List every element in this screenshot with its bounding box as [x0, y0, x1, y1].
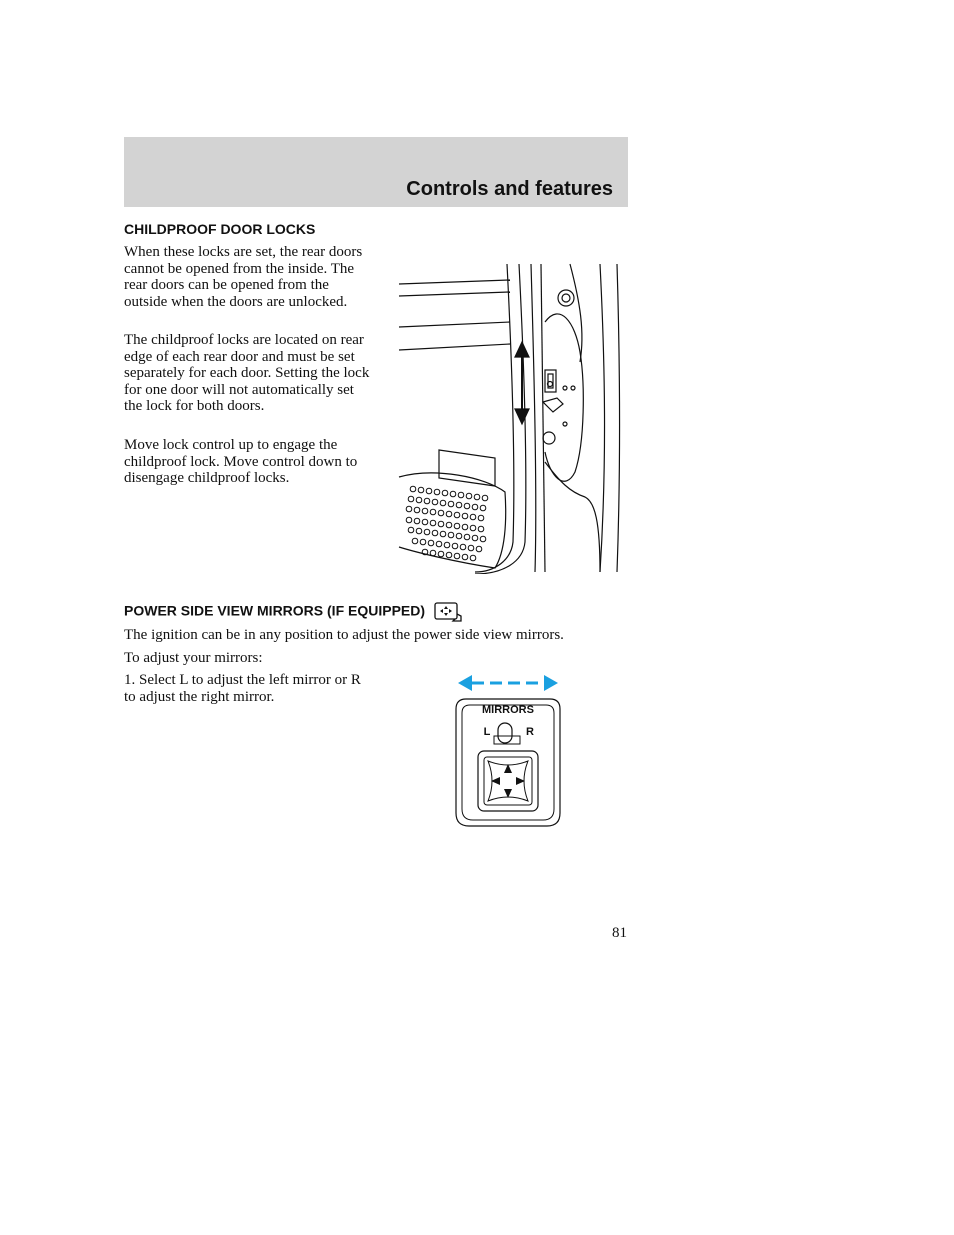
left-label: L	[483, 726, 491, 738]
mirrors-paragraph-1: The ignition can be in any position to adjust the power side view mirrors.	[124, 627, 564, 643]
mirror-control-icon	[433, 602, 463, 622]
header-band	[124, 137, 628, 207]
direction-arrows-icon	[491, 764, 525, 798]
childproof-paragraph-2: The childproof locks are located on rear edge of each rear door and must be set separately for each door. Setting the lock for one door will not automatically set the lock for both doors.	[124, 332, 370, 415]
mirror-selector-knob	[498, 723, 512, 743]
mirror-control-illustration	[452, 673, 564, 829]
door-lock-illustration	[395, 262, 635, 574]
power-mirrors-heading	[124, 602, 463, 622]
section-title: Controls and features	[406, 178, 613, 200]
left-right-arrow-icon	[458, 675, 558, 691]
mirrors-paragraph-2: To adjust your mirrors:	[124, 650, 263, 666]
childproof-locks-heading: CHILDPROOF DOOR LOCKS	[124, 221, 316, 237]
childproof-paragraph-1: When these locks are set, the rear doors cannot be opened from the inside. The rear doors can be opened from the outside when the doors are unlocked.	[124, 244, 363, 310]
mirrors-paragraph-3: 1. Select L to adjust the left mirror or R to adjust the right mirror.	[124, 672, 361, 705]
right-label: R	[526, 726, 534, 738]
page-number: 81	[612, 925, 627, 941]
up-down-arrow-icon	[515, 342, 529, 424]
childproof-paragraph-3: Move lock control up to engage the childproof lock. Move control down to disengage childproof locks.	[124, 437, 358, 487]
mirrors-label: MIRRORS	[482, 704, 534, 716]
power-mirrors-heading-text: POWER SIDE VIEW MIRRORS (IF EQUIPPED)	[124, 602, 426, 619]
